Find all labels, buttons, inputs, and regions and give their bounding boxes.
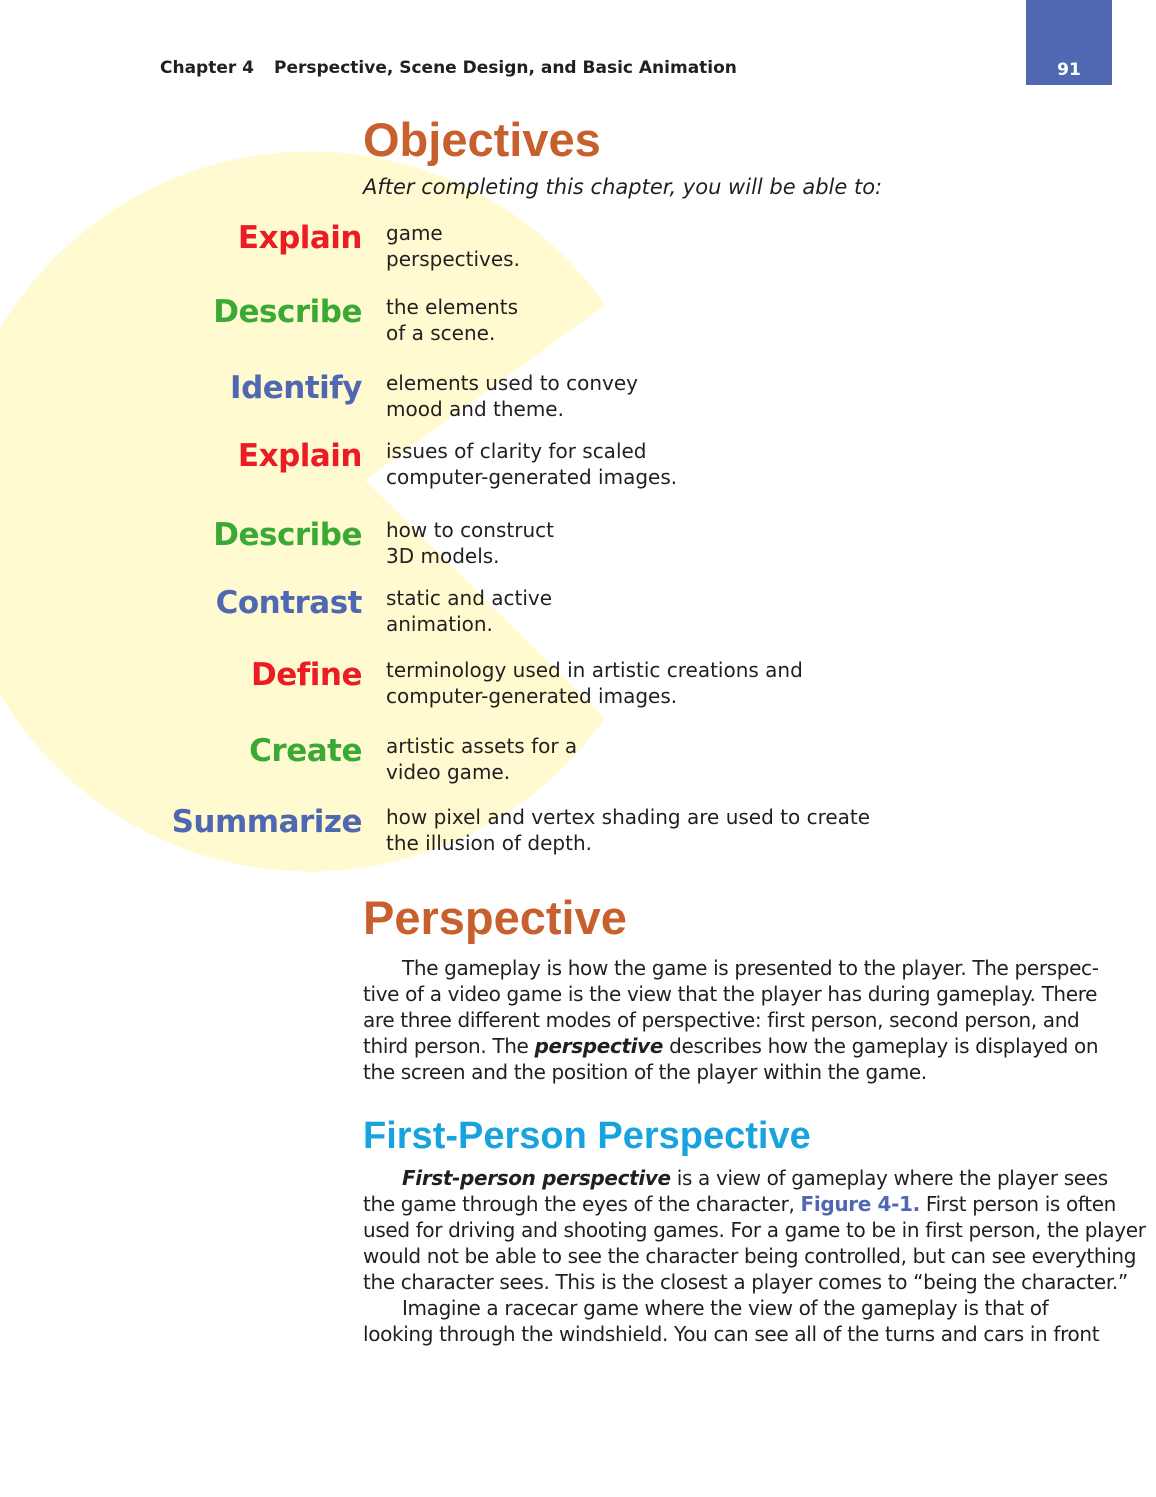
objective-verb: Describe xyxy=(213,517,362,553)
perspective-heading: Perspective xyxy=(363,891,627,944)
running-header xyxy=(160,58,737,78)
objective-verb: Define xyxy=(251,657,362,693)
chapter-title: Perspective, Scene Design, and Basic Animation xyxy=(274,58,737,78)
objective-verb: Summarize xyxy=(171,804,362,840)
objective-description: static and active animation. xyxy=(386,586,553,636)
objective-verb: Explain xyxy=(237,220,362,256)
objective-description: artistic assets for a video game. xyxy=(386,734,578,784)
objective-description: how to construct 3D models. xyxy=(386,518,554,568)
objective-description: how pixel and vertex shading are used to create the illusion of depth. xyxy=(386,805,871,855)
first-person-heading: First-Person Perspective xyxy=(363,1115,811,1157)
page-number: 91 xyxy=(1057,60,1081,80)
objective-description: the elements of a scene. xyxy=(386,295,519,345)
objective-verb: Contrast xyxy=(215,585,362,621)
first-person-paragraph: First-person perspective is a view of gameplay where the player sees the game through the eyes of the character, Figure 4-1. First person is often used for driving and shooting games. For a game to be in first person, the player would not be able to see the character being controlled, but can see everything the character sees. This is the closest a player comes to “being the character.” Imagine a racecar game where the view of the gameplay is that of looking through the windshield. You can see all of the turns and cars in front xyxy=(363,1166,1146,1346)
objectives-subtitle: After completing this chapter, you will be able to: xyxy=(363,175,883,199)
objective-verb: Describe xyxy=(213,294,362,330)
term-first-person-perspective: First-person perspective xyxy=(402,1166,671,1190)
objective-description: terminology used in artistic creations and computer-generated images. xyxy=(386,658,803,708)
objective-description: issues of clarity for scaled computer-generated images. xyxy=(386,439,678,489)
page-number-tab xyxy=(1026,0,1112,85)
objectives-heading: Objectives xyxy=(363,113,601,166)
objective-verb: Explain xyxy=(237,438,362,474)
objective-description: game perspectives. xyxy=(386,221,520,271)
perspective-paragraph: The gameplay is how the game is presented to the player. The perspec- tive of a video game is the view that the player has during gameplay. There are three different modes of perspective: first person, second person, and third person. The perspective describes how the gameplay is displayed on the screen and the position of the player within the game. xyxy=(363,956,1099,1084)
objective-description: elements used to convey mood and theme. xyxy=(386,371,639,421)
objective-verb: Create xyxy=(249,733,362,769)
figure-reference-link[interactable]: Figure 4-1. xyxy=(800,1192,920,1216)
objective-verb: Identify xyxy=(230,370,362,406)
chapter-number: Chapter 4 xyxy=(160,58,255,78)
term-perspective: perspective xyxy=(534,1034,664,1058)
